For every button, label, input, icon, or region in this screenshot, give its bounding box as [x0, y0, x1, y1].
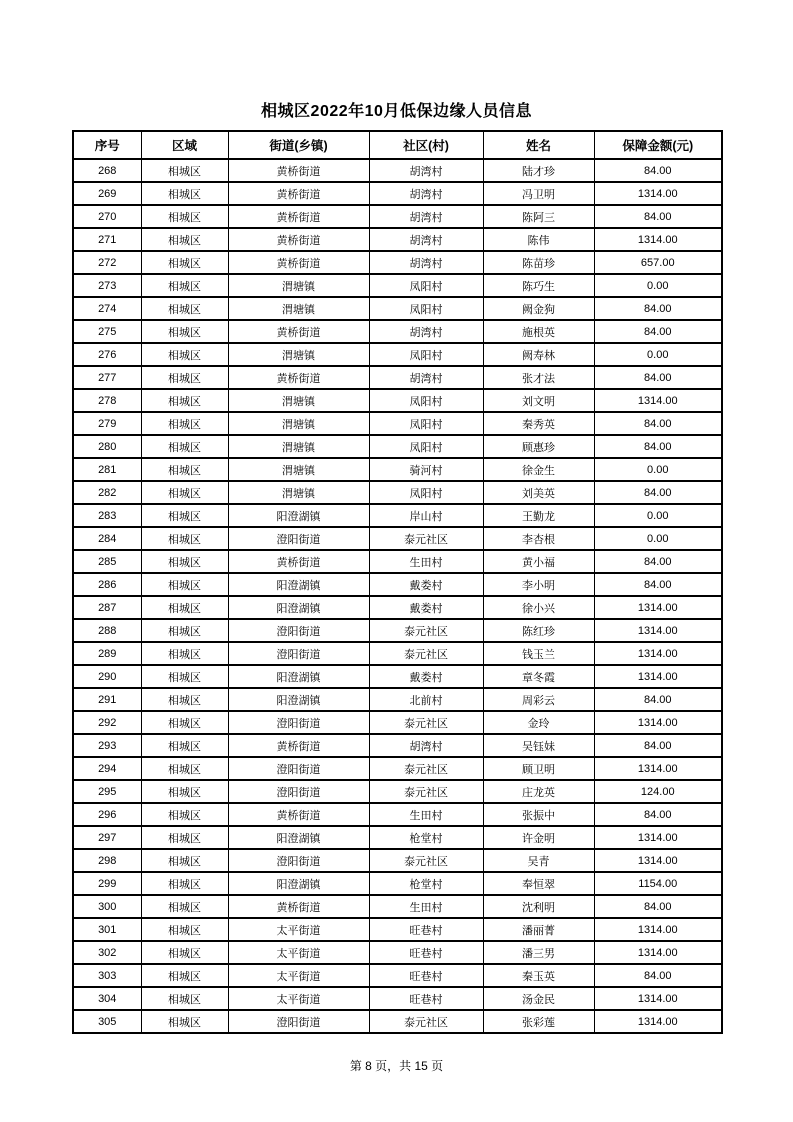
- table-row: [73, 688, 722, 711]
- table-cell: 钱玉兰: [483, 642, 594, 665]
- table-cell: 黄桥街道: [228, 228, 369, 251]
- table-cell: 黄桥街道: [228, 550, 369, 573]
- table-cell: 胡湾村: [369, 366, 483, 389]
- table-cell: 旺巷村: [369, 918, 483, 941]
- table-cell: 阙寿林: [483, 343, 594, 366]
- table-cell: 生田村: [369, 550, 483, 573]
- table-row: [73, 159, 722, 182]
- table-row: [73, 320, 722, 343]
- table-cell: 相城区: [141, 320, 228, 343]
- table-cell: 284: [73, 527, 141, 550]
- table-cell: 徐小兴: [483, 596, 594, 619]
- table-body: [73, 159, 722, 1033]
- table-cell: 293: [73, 734, 141, 757]
- table-cell: 阳澄湖镇: [228, 573, 369, 596]
- table-cell: 268: [73, 159, 141, 182]
- table-cell: 汤金民: [483, 987, 594, 1010]
- table-cell: 相城区: [141, 343, 228, 366]
- table-cell: 黄桥街道: [228, 366, 369, 389]
- table-cell: 295: [73, 780, 141, 803]
- table-cell: 渭塘镇: [228, 297, 369, 320]
- table-cell: 相城区: [141, 435, 228, 458]
- table-row: [73, 297, 722, 320]
- table-cell: 渭塘镇: [228, 274, 369, 297]
- table-cell: 1314.00: [594, 826, 722, 849]
- table-cell: 陈巧生: [483, 274, 594, 297]
- table-cell: 1314.00: [594, 642, 722, 665]
- table-cell: 旺巷村: [369, 964, 483, 987]
- table-cell: 84.00: [594, 412, 722, 435]
- table-cell: 顾卫明: [483, 757, 594, 780]
- table-cell: 澄阳街道: [228, 619, 369, 642]
- table-cell: 渭塘镇: [228, 412, 369, 435]
- table-row: [73, 918, 722, 941]
- table-cell: 泰元社区: [369, 1010, 483, 1033]
- table-cell: 渭塘镇: [228, 435, 369, 458]
- table-cell: 胡湾村: [369, 159, 483, 182]
- table-row: [73, 205, 722, 228]
- table-cell: 张才法: [483, 366, 594, 389]
- table-row: [73, 527, 722, 550]
- table-cell: 顾惠珍: [483, 435, 594, 458]
- table-cell: 旺巷村: [369, 987, 483, 1010]
- table-cell: 旺巷村: [369, 941, 483, 964]
- table-cell: 288: [73, 619, 141, 642]
- table-cell: 凤阳村: [369, 435, 483, 458]
- table-cell: 泰元社区: [369, 757, 483, 780]
- table-cell: 84.00: [594, 297, 722, 320]
- table-cell: 相城区: [141, 665, 228, 688]
- table-cell: 泰元社区: [369, 780, 483, 803]
- table-cell: 泰元社区: [369, 527, 483, 550]
- column-header-community: 社区(村): [369, 131, 483, 159]
- table-cell: 相城区: [141, 205, 228, 228]
- table-cell: 张振中: [483, 803, 594, 826]
- table-cell: 黄桥街道: [228, 803, 369, 826]
- table-cell: 陈伟: [483, 228, 594, 251]
- table-cell: 王勤龙: [483, 504, 594, 527]
- table-cell: 潘丽菁: [483, 918, 594, 941]
- table-cell: 0.00: [594, 274, 722, 297]
- table-cell: 澄阳街道: [228, 1010, 369, 1033]
- table-cell: 相城区: [141, 964, 228, 987]
- table-cell: 庄龙英: [483, 780, 594, 803]
- table-cell: 297: [73, 826, 141, 849]
- table-row: [73, 182, 722, 205]
- table-cell: 沈利明: [483, 895, 594, 918]
- table-cell: 280: [73, 435, 141, 458]
- table-cell: 陆才珍: [483, 159, 594, 182]
- table-cell: 1314.00: [594, 596, 722, 619]
- table-cell: 吴青: [483, 849, 594, 872]
- table-cell: 太平街道: [228, 987, 369, 1010]
- table-cell: 岸山村: [369, 504, 483, 527]
- table-cell: 黄桥街道: [228, 734, 369, 757]
- table-row: [73, 872, 722, 895]
- beneficiary-table: [72, 130, 723, 1034]
- table-cell: 相城区: [141, 228, 228, 251]
- table-cell: 271: [73, 228, 141, 251]
- table-cell: 1314.00: [594, 228, 722, 251]
- table-row: [73, 228, 722, 251]
- table-row: [73, 711, 722, 734]
- table-cell: 相城区: [141, 159, 228, 182]
- table-row: [73, 435, 722, 458]
- table-cell: 283: [73, 504, 141, 527]
- table-row: [73, 665, 722, 688]
- table-cell: 泰元社区: [369, 849, 483, 872]
- table-cell: 84.00: [594, 734, 722, 757]
- table-row: [73, 366, 722, 389]
- table-cell: 秦玉英: [483, 964, 594, 987]
- table-cell: 84.00: [594, 320, 722, 343]
- table-cell: 296: [73, 803, 141, 826]
- table-cell: 272: [73, 251, 141, 274]
- table-cell: 相城区: [141, 849, 228, 872]
- table-cell: 相城区: [141, 780, 228, 803]
- table-cell: 周彩云: [483, 688, 594, 711]
- table-cell: 1314.00: [594, 941, 722, 964]
- table-cell: 276: [73, 343, 141, 366]
- table-cell: 相城区: [141, 757, 228, 780]
- table-cell: 291: [73, 688, 141, 711]
- table-cell: 刘文明: [483, 389, 594, 412]
- table-cell: 骑河村: [369, 458, 483, 481]
- table-cell: 1314.00: [594, 987, 722, 1010]
- table-cell: 胡湾村: [369, 251, 483, 274]
- table-cell: 285: [73, 550, 141, 573]
- table-cell: 胡湾村: [369, 228, 483, 251]
- table-cell: 相城区: [141, 182, 228, 205]
- table-row: [73, 274, 722, 297]
- table-cell: 相城区: [141, 895, 228, 918]
- table-cell: 生田村: [369, 895, 483, 918]
- table-cell: 相城区: [141, 596, 228, 619]
- table-cell: 凤阳村: [369, 274, 483, 297]
- table-cell: 太平街道: [228, 964, 369, 987]
- table-cell: 黄桥街道: [228, 205, 369, 228]
- table-cell: 凤阳村: [369, 343, 483, 366]
- table-cell: 相城区: [141, 297, 228, 320]
- table-row: [73, 343, 722, 366]
- table-cell: 相城区: [141, 642, 228, 665]
- table-cell: 279: [73, 412, 141, 435]
- table-cell: 相城区: [141, 711, 228, 734]
- table-cell: 章冬霞: [483, 665, 594, 688]
- table-cell: 枪堂村: [369, 872, 483, 895]
- table-cell: 泰元社区: [369, 711, 483, 734]
- table-row: [73, 941, 722, 964]
- table-cell: 相城区: [141, 366, 228, 389]
- page-title: 相城区2022年10月低保边缘人员信息: [261, 103, 532, 120]
- table-cell: 1314.00: [594, 619, 722, 642]
- column-header-amount: 保障金额(元): [594, 131, 722, 159]
- table-cell: 相城区: [141, 918, 228, 941]
- table-row: [73, 826, 722, 849]
- column-header-name: 姓名: [483, 131, 594, 159]
- table-cell: 相城区: [141, 527, 228, 550]
- table-cell: 278: [73, 389, 141, 412]
- table-cell: 1314.00: [594, 389, 722, 412]
- table-cell: 胡湾村: [369, 182, 483, 205]
- table-cell: 300: [73, 895, 141, 918]
- table-cell: 凤阳村: [369, 481, 483, 504]
- table-cell: 相城区: [141, 458, 228, 481]
- table-cell: 304: [73, 987, 141, 1010]
- table-cell: 302: [73, 941, 141, 964]
- table-cell: 0.00: [594, 504, 722, 527]
- table-cell: 0.00: [594, 458, 722, 481]
- table-cell: 1314.00: [594, 182, 722, 205]
- table-cell: 301: [73, 918, 141, 941]
- table-cell: 84.00: [594, 159, 722, 182]
- table-row: [73, 987, 722, 1010]
- table-row: [73, 803, 722, 826]
- table-row: [73, 1010, 722, 1033]
- table-cell: 相城区: [141, 987, 228, 1010]
- table-cell: 李杏根: [483, 527, 594, 550]
- column-header-seq: 序号: [73, 131, 141, 159]
- table-row: [73, 619, 722, 642]
- table-cell: 黄桥街道: [228, 895, 369, 918]
- table-cell: 澄阳街道: [228, 757, 369, 780]
- table-row: [73, 481, 722, 504]
- table-cell: 290: [73, 665, 141, 688]
- table-cell: 相城区: [141, 1010, 228, 1033]
- table-cell: 阙金狗: [483, 297, 594, 320]
- table-cell: 相城区: [141, 550, 228, 573]
- table-cell: 281: [73, 458, 141, 481]
- table-cell: 0.00: [594, 343, 722, 366]
- table-row: [73, 389, 722, 412]
- table-cell: 李小明: [483, 573, 594, 596]
- table-cell: 许金明: [483, 826, 594, 849]
- table-cell: 渭塘镇: [228, 389, 369, 412]
- table-cell: 相城区: [141, 504, 228, 527]
- table-cell: 陈红珍: [483, 619, 594, 642]
- table-cell: 相城区: [141, 688, 228, 711]
- table-cell: 相城区: [141, 412, 228, 435]
- table-row: [73, 642, 722, 665]
- table-cell: 戴娄村: [369, 596, 483, 619]
- table-cell: 阳澄湖镇: [228, 504, 369, 527]
- table-row: [73, 458, 722, 481]
- table-cell: 刘美英: [483, 481, 594, 504]
- table-cell: 287: [73, 596, 141, 619]
- column-header-region: 区域: [141, 131, 228, 159]
- table-cell: 阳澄湖镇: [228, 596, 369, 619]
- table-cell: 冯卫明: [483, 182, 594, 205]
- table-cell: 凤阳村: [369, 389, 483, 412]
- table-cell: 84.00: [594, 481, 722, 504]
- table-cell: 生田村: [369, 803, 483, 826]
- table-cell: 270: [73, 205, 141, 228]
- table-cell: 相城区: [141, 251, 228, 274]
- table-cell: 黄桥街道: [228, 159, 369, 182]
- table-cell: 戴娄村: [369, 573, 483, 596]
- table-cell: 相城区: [141, 734, 228, 757]
- table-cell: 298: [73, 849, 141, 872]
- table-cell: 1154.00: [594, 872, 722, 895]
- table-cell: 273: [73, 274, 141, 297]
- table-cell: 84.00: [594, 688, 722, 711]
- table-header-row: [73, 131, 722, 159]
- table-cell: 渭塘镇: [228, 343, 369, 366]
- table-cell: 305: [73, 1010, 141, 1033]
- table-cell: 84.00: [594, 205, 722, 228]
- table-row: [73, 780, 722, 803]
- table-row: [73, 504, 722, 527]
- table-cell: 陈阿三: [483, 205, 594, 228]
- table-cell: 太平街道: [228, 918, 369, 941]
- table-cell: 相城区: [141, 619, 228, 642]
- page-number: 第 8 页，共 15 页: [349, 1059, 444, 1073]
- table-cell: 289: [73, 642, 141, 665]
- table-row: [73, 573, 722, 596]
- table-cell: 275: [73, 320, 141, 343]
- table-cell: 1314.00: [594, 711, 722, 734]
- table-cell: 84.00: [594, 550, 722, 573]
- table-cell: 北前村: [369, 688, 483, 711]
- table-cell: 澄阳街道: [228, 780, 369, 803]
- table-cell: 奉恒翠: [483, 872, 594, 895]
- table-cell: 渭塘镇: [228, 481, 369, 504]
- table-cell: 84.00: [594, 895, 722, 918]
- table-row: [73, 734, 722, 757]
- table-cell: 渭塘镇: [228, 458, 369, 481]
- table-row: [73, 895, 722, 918]
- table-cell: 294: [73, 757, 141, 780]
- table-cell: 84.00: [594, 366, 722, 389]
- table-cell: 84.00: [594, 803, 722, 826]
- table-row: [73, 849, 722, 872]
- table-cell: 84.00: [594, 964, 722, 987]
- table-cell: 凤阳村: [369, 412, 483, 435]
- table-cell: 274: [73, 297, 141, 320]
- table-cell: 84.00: [594, 435, 722, 458]
- table-row: [73, 550, 722, 573]
- table-cell: 泰元社区: [369, 642, 483, 665]
- table-cell: 0.00: [594, 527, 722, 550]
- table-cell: 徐金生: [483, 458, 594, 481]
- table-cell: 陈苗珍: [483, 251, 594, 274]
- table-cell: 胡湾村: [369, 734, 483, 757]
- table-cell: 黄小福: [483, 550, 594, 573]
- table-cell: 澄阳街道: [228, 527, 369, 550]
- table-row: [73, 251, 722, 274]
- table-cell: 澄阳街道: [228, 642, 369, 665]
- table-cell: 282: [73, 481, 141, 504]
- table-cell: 潘三男: [483, 941, 594, 964]
- table-cell: 黄桥街道: [228, 320, 369, 343]
- table-cell: 124.00: [594, 780, 722, 803]
- table-cell: 阳澄湖镇: [228, 688, 369, 711]
- table-row: [73, 596, 722, 619]
- table-row: [73, 964, 722, 987]
- table-cell: 凤阳村: [369, 297, 483, 320]
- table-cell: 269: [73, 182, 141, 205]
- table-cell: 1314.00: [594, 665, 722, 688]
- table-cell: 阳澄湖镇: [228, 826, 369, 849]
- table-cell: 相城区: [141, 481, 228, 504]
- table-cell: 1314.00: [594, 849, 722, 872]
- table-cell: 相城区: [141, 389, 228, 412]
- table-cell: 657.00: [594, 251, 722, 274]
- table-cell: 相城区: [141, 826, 228, 849]
- table-cell: 泰元社区: [369, 619, 483, 642]
- table-cell: 胡湾村: [369, 320, 483, 343]
- table-cell: 相城区: [141, 803, 228, 826]
- table-cell: 澄阳街道: [228, 711, 369, 734]
- table-cell: 相城区: [141, 872, 228, 895]
- table-cell: 金玲: [483, 711, 594, 734]
- table-cell: 戴娄村: [369, 665, 483, 688]
- table-cell: 292: [73, 711, 141, 734]
- table-cell: 阳澄湖镇: [228, 665, 369, 688]
- table-cell: 286: [73, 573, 141, 596]
- table-cell: 胡湾村: [369, 205, 483, 228]
- table-cell: 张彩莲: [483, 1010, 594, 1033]
- table-cell: 1314.00: [594, 1010, 722, 1033]
- table-cell: 相城区: [141, 573, 228, 596]
- table-cell: 277: [73, 366, 141, 389]
- table-cell: 吴钰妹: [483, 734, 594, 757]
- table-cell: 1314.00: [594, 918, 722, 941]
- table-cell: 1314.00: [594, 757, 722, 780]
- table-cell: 枪堂村: [369, 826, 483, 849]
- table-row: [73, 757, 722, 780]
- table-cell: 黄桥街道: [228, 182, 369, 205]
- table-row: [73, 412, 722, 435]
- table-cell: 秦秀英: [483, 412, 594, 435]
- table-cell: 299: [73, 872, 141, 895]
- table-cell: 澄阳街道: [228, 849, 369, 872]
- table-cell: 84.00: [594, 573, 722, 596]
- table-cell: 相城区: [141, 941, 228, 964]
- table-cell: 阳澄湖镇: [228, 872, 369, 895]
- table-cell: 施根英: [483, 320, 594, 343]
- column-header-street: 街道(乡镇): [228, 131, 369, 159]
- table-cell: 相城区: [141, 274, 228, 297]
- table-cell: 303: [73, 964, 141, 987]
- table-cell: 太平街道: [228, 941, 369, 964]
- table-cell: 黄桥街道: [228, 251, 369, 274]
